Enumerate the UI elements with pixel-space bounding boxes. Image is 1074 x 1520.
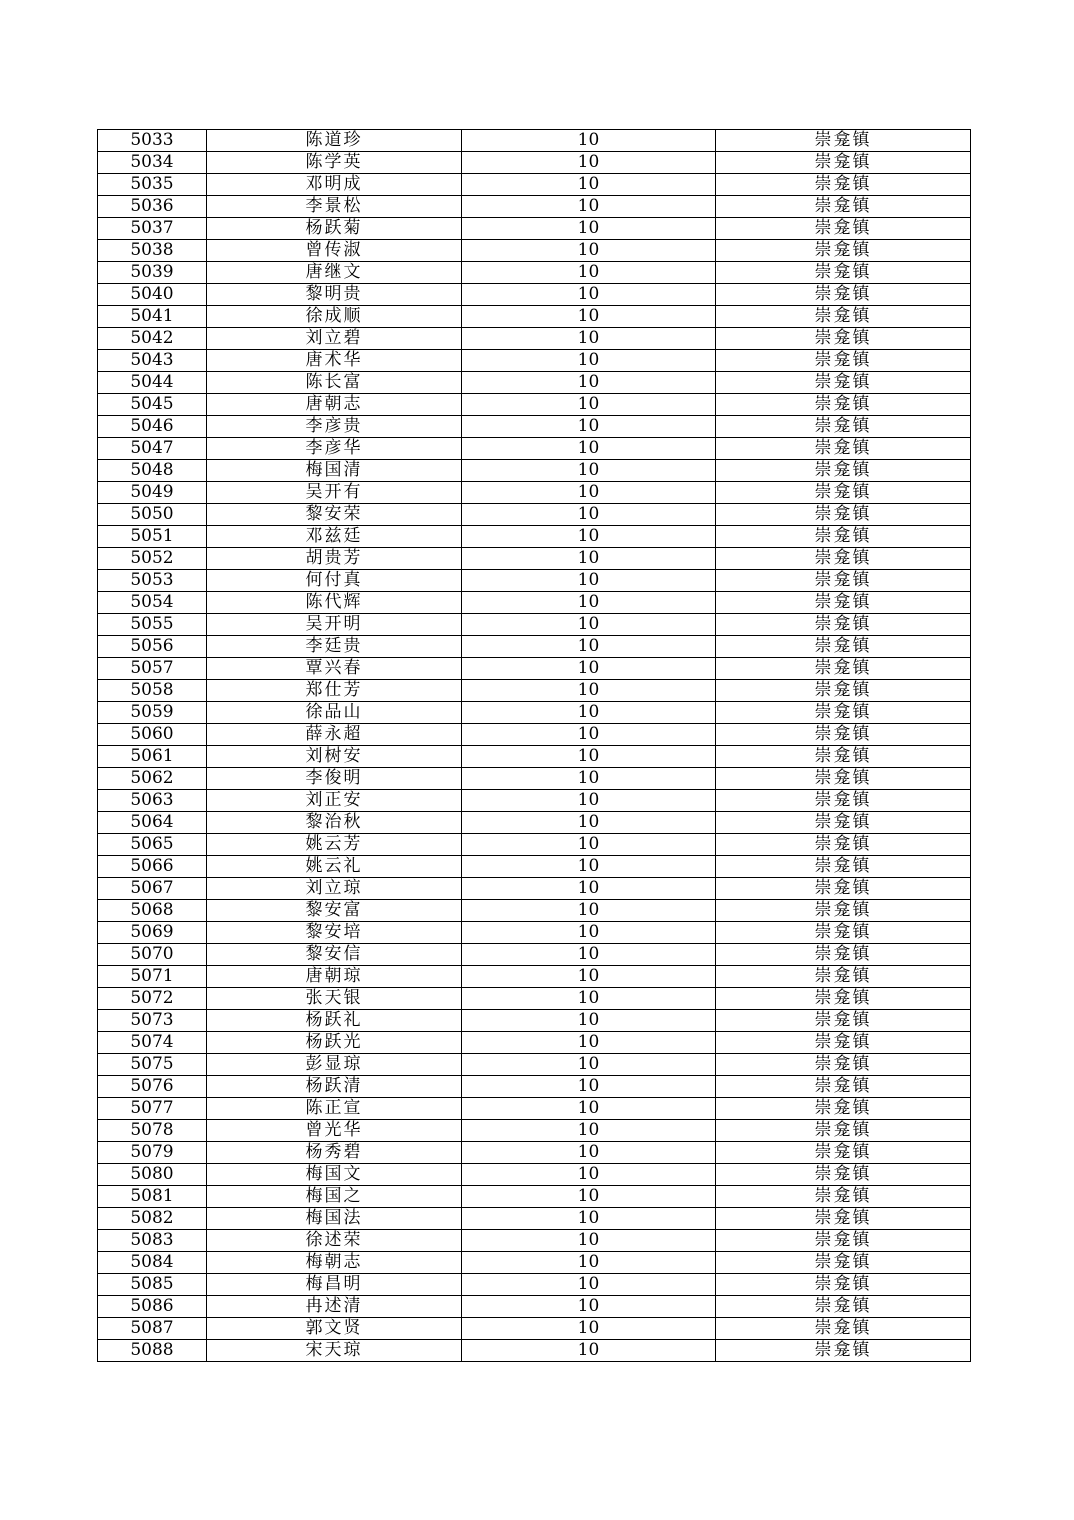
name-cell: 刘立琼 — [207, 878, 462, 900]
row-number-cell: 5076 — [98, 1076, 207, 1098]
amount-cell: 10 — [462, 1142, 716, 1164]
row-number-cell: 5086 — [98, 1296, 207, 1318]
name-cell: 李景松 — [207, 196, 462, 218]
name-cell: 姚云芳 — [207, 834, 462, 856]
town-cell: 崇龛镇 — [716, 944, 971, 966]
amount-cell: 10 — [462, 570, 716, 592]
row-number-cell: 5067 — [98, 878, 207, 900]
name-cell: 杨秀碧 — [207, 1142, 462, 1164]
row-number-cell: 5068 — [98, 900, 207, 922]
table-row — [98, 130, 971, 152]
amount-cell: 10 — [462, 856, 716, 878]
row-number-cell: 5055 — [98, 614, 207, 636]
amount-cell: 10 — [462, 284, 716, 306]
name-cell: 唐朝志 — [207, 394, 462, 416]
name-cell: 冉述清 — [207, 1296, 462, 1318]
amount-cell: 10 — [462, 1252, 716, 1274]
amount-cell: 10 — [462, 988, 716, 1010]
amount-cell: 10 — [462, 1032, 716, 1054]
amount-cell: 10 — [462, 218, 716, 240]
row-number-cell: 5042 — [98, 328, 207, 350]
row-number-cell: 5074 — [98, 1032, 207, 1054]
row-number-cell: 5084 — [98, 1252, 207, 1274]
name-cell: 杨跃光 — [207, 1032, 462, 1054]
town-cell: 崇龛镇 — [716, 284, 971, 306]
table-row — [98, 504, 971, 526]
table-row — [98, 1142, 971, 1164]
town-cell: 崇龛镇 — [716, 482, 971, 504]
table-row — [98, 174, 971, 196]
row-number-cell: 5078 — [98, 1120, 207, 1142]
row-number-cell: 5063 — [98, 790, 207, 812]
table-row — [98, 702, 971, 724]
town-cell: 崇龛镇 — [716, 834, 971, 856]
town-cell: 崇龛镇 — [716, 592, 971, 614]
town-cell: 崇龛镇 — [716, 812, 971, 834]
amount-cell: 10 — [462, 416, 716, 438]
amount-cell: 10 — [462, 482, 716, 504]
table-row — [98, 1186, 971, 1208]
name-cell: 郑仕芳 — [207, 680, 462, 702]
table-row — [98, 680, 971, 702]
name-cell: 唐术华 — [207, 350, 462, 372]
town-cell: 崇龛镇 — [716, 1076, 971, 1098]
row-number-cell: 5061 — [98, 746, 207, 768]
town-cell: 崇龛镇 — [716, 900, 971, 922]
town-cell: 崇龛镇 — [716, 504, 971, 526]
amount-cell: 10 — [462, 548, 716, 570]
name-cell: 陈长富 — [207, 372, 462, 394]
name-cell: 陈学英 — [207, 152, 462, 174]
amount-cell: 10 — [462, 328, 716, 350]
row-number-cell: 5060 — [98, 724, 207, 746]
row-number-cell: 5051 — [98, 526, 207, 548]
row-number-cell: 5050 — [98, 504, 207, 526]
row-number-cell: 5046 — [98, 416, 207, 438]
amount-cell: 10 — [462, 878, 716, 900]
row-number-cell: 5058 — [98, 680, 207, 702]
amount-cell: 10 — [462, 262, 716, 284]
table-row — [98, 1098, 971, 1120]
town-cell: 崇龛镇 — [716, 328, 971, 350]
table-row — [98, 658, 971, 680]
row-number-cell: 5069 — [98, 922, 207, 944]
name-cell: 李廷贵 — [207, 636, 462, 658]
name-cell: 黎安信 — [207, 944, 462, 966]
town-cell: 崇龛镇 — [716, 1098, 971, 1120]
name-cell: 梅昌明 — [207, 1274, 462, 1296]
row-number-cell: 5087 — [98, 1318, 207, 1340]
row-number-cell: 5059 — [98, 702, 207, 724]
town-cell: 崇龛镇 — [716, 570, 971, 592]
town-cell: 崇龛镇 — [716, 1054, 971, 1076]
town-cell: 崇龛镇 — [716, 856, 971, 878]
name-cell: 杨跃菊 — [207, 218, 462, 240]
town-cell: 崇龛镇 — [716, 658, 971, 680]
table-row — [98, 1010, 971, 1032]
table-row — [98, 922, 971, 944]
town-cell: 崇龛镇 — [716, 636, 971, 658]
town-cell: 崇龛镇 — [716, 350, 971, 372]
town-cell: 崇龛镇 — [716, 394, 971, 416]
amount-cell: 10 — [462, 944, 716, 966]
name-cell: 胡贵芳 — [207, 548, 462, 570]
name-cell: 邓明成 — [207, 174, 462, 196]
town-cell: 崇龛镇 — [716, 438, 971, 460]
town-cell: 崇龛镇 — [716, 1274, 971, 1296]
town-cell: 崇龛镇 — [716, 306, 971, 328]
amount-cell: 10 — [462, 1098, 716, 1120]
row-number-cell: 5040 — [98, 284, 207, 306]
row-number-cell: 5043 — [98, 350, 207, 372]
table-row — [98, 768, 971, 790]
amount-cell: 10 — [462, 240, 716, 262]
amount-cell: 10 — [462, 504, 716, 526]
town-cell: 崇龛镇 — [716, 702, 971, 724]
town-cell: 崇龛镇 — [716, 922, 971, 944]
row-number-cell: 5079 — [98, 1142, 207, 1164]
name-cell: 刘树安 — [207, 746, 462, 768]
amount-cell: 10 — [462, 1208, 716, 1230]
name-cell: 梅国清 — [207, 460, 462, 482]
town-cell: 崇龛镇 — [716, 746, 971, 768]
name-cell: 郭文贤 — [207, 1318, 462, 1340]
name-cell: 梅国文 — [207, 1164, 462, 1186]
amount-cell: 10 — [462, 1274, 716, 1296]
name-cell: 陈正宣 — [207, 1098, 462, 1120]
row-number-cell: 5039 — [98, 262, 207, 284]
town-cell: 崇龛镇 — [716, 1186, 971, 1208]
amount-cell: 10 — [462, 1076, 716, 1098]
amount-cell: 10 — [462, 768, 716, 790]
table-row — [98, 900, 971, 922]
table-row — [98, 746, 971, 768]
amount-cell: 10 — [462, 636, 716, 658]
amount-cell: 10 — [462, 350, 716, 372]
name-cell: 覃兴春 — [207, 658, 462, 680]
name-cell: 何付真 — [207, 570, 462, 592]
table-row — [98, 526, 971, 548]
table-row — [98, 460, 971, 482]
town-cell: 崇龛镇 — [716, 174, 971, 196]
row-number-cell: 5070 — [98, 944, 207, 966]
name-cell: 陈代辉 — [207, 592, 462, 614]
name-cell: 宋天琼 — [207, 1340, 462, 1362]
row-number-cell: 5041 — [98, 306, 207, 328]
table-row — [98, 570, 971, 592]
town-cell: 崇龛镇 — [716, 1208, 971, 1230]
amount-cell: 10 — [462, 614, 716, 636]
name-cell: 梅国之 — [207, 1186, 462, 1208]
town-cell: 崇龛镇 — [716, 1142, 971, 1164]
table-row — [98, 988, 971, 1010]
name-cell: 唐继文 — [207, 262, 462, 284]
name-cell: 曾传淑 — [207, 240, 462, 262]
amount-cell: 10 — [462, 438, 716, 460]
town-cell: 崇龛镇 — [716, 1252, 971, 1274]
amount-cell: 10 — [462, 1318, 716, 1340]
name-cell: 黎安富 — [207, 900, 462, 922]
table-row — [98, 1296, 971, 1318]
town-cell: 崇龛镇 — [716, 1296, 971, 1318]
table-row — [98, 372, 971, 394]
row-number-cell: 5073 — [98, 1010, 207, 1032]
town-cell: 崇龛镇 — [716, 1120, 971, 1142]
table-row — [98, 394, 971, 416]
amount-cell: 10 — [462, 900, 716, 922]
row-number-cell: 5066 — [98, 856, 207, 878]
town-cell: 崇龛镇 — [716, 548, 971, 570]
row-number-cell: 5035 — [98, 174, 207, 196]
data-table — [97, 129, 971, 1362]
row-number-cell: 5075 — [98, 1054, 207, 1076]
amount-cell: 10 — [462, 1054, 716, 1076]
table-row — [98, 1208, 971, 1230]
row-number-cell: 5062 — [98, 768, 207, 790]
table-row — [98, 328, 971, 350]
table-row — [98, 438, 971, 460]
amount-cell: 10 — [462, 306, 716, 328]
name-cell: 黎明贵 — [207, 284, 462, 306]
town-cell: 崇龛镇 — [716, 1340, 971, 1362]
table-row — [98, 306, 971, 328]
amount-cell: 10 — [462, 702, 716, 724]
table-row — [98, 878, 971, 900]
table-row — [98, 548, 971, 570]
amount-cell: 10 — [462, 922, 716, 944]
table-row — [98, 416, 971, 438]
amount-cell: 10 — [462, 460, 716, 482]
table-row — [98, 284, 971, 306]
town-cell: 崇龛镇 — [716, 526, 971, 548]
town-cell: 崇龛镇 — [716, 790, 971, 812]
table-row — [98, 1274, 971, 1296]
row-number-cell: 5064 — [98, 812, 207, 834]
name-cell: 梅国法 — [207, 1208, 462, 1230]
amount-cell: 10 — [462, 724, 716, 746]
amount-cell: 10 — [462, 372, 716, 394]
amount-cell: 10 — [462, 592, 716, 614]
name-cell: 薛永超 — [207, 724, 462, 746]
town-cell: 崇龛镇 — [716, 1164, 971, 1186]
amount-cell: 10 — [462, 130, 716, 152]
name-cell: 彭显琼 — [207, 1054, 462, 1076]
amount-cell: 10 — [462, 790, 716, 812]
row-number-cell: 5072 — [98, 988, 207, 1010]
town-cell: 崇龛镇 — [716, 966, 971, 988]
name-cell: 邓兹廷 — [207, 526, 462, 548]
table-row — [98, 1318, 971, 1340]
table-row — [98, 1164, 971, 1186]
row-number-cell: 5047 — [98, 438, 207, 460]
table-row — [98, 812, 971, 834]
table-row — [98, 482, 971, 504]
table-row — [98, 856, 971, 878]
table-row — [98, 790, 971, 812]
name-cell: 李俊明 — [207, 768, 462, 790]
table-row — [98, 1230, 971, 1252]
table-row — [98, 944, 971, 966]
table-row — [98, 1340, 971, 1362]
table-row — [98, 1120, 971, 1142]
row-number-cell: 5054 — [98, 592, 207, 614]
table-row — [98, 592, 971, 614]
town-cell: 崇龛镇 — [716, 240, 971, 262]
amount-cell: 10 — [462, 1296, 716, 1318]
town-cell: 崇龛镇 — [716, 416, 971, 438]
row-number-cell: 5065 — [98, 834, 207, 856]
amount-cell: 10 — [462, 746, 716, 768]
table-row — [98, 240, 971, 262]
table-row — [98, 350, 971, 372]
amount-cell: 10 — [462, 1120, 716, 1142]
town-cell: 崇龛镇 — [716, 768, 971, 790]
amount-cell: 10 — [462, 1164, 716, 1186]
row-number-cell: 5057 — [98, 658, 207, 680]
name-cell: 唐朝琼 — [207, 966, 462, 988]
town-cell: 崇龛镇 — [716, 878, 971, 900]
row-number-cell: 5044 — [98, 372, 207, 394]
name-cell: 李彦华 — [207, 438, 462, 460]
amount-cell: 10 — [462, 394, 716, 416]
name-cell: 陈道珍 — [207, 130, 462, 152]
table-row — [98, 1252, 971, 1274]
row-number-cell: 5056 — [98, 636, 207, 658]
town-cell: 崇龛镇 — [716, 1010, 971, 1032]
town-cell: 崇龛镇 — [716, 152, 971, 174]
name-cell: 刘立碧 — [207, 328, 462, 350]
row-number-cell: 5083 — [98, 1230, 207, 1252]
table-row — [98, 1054, 971, 1076]
table-row — [98, 1032, 971, 1054]
name-cell: 李彦贵 — [207, 416, 462, 438]
row-number-cell: 5036 — [98, 196, 207, 218]
town-cell: 崇龛镇 — [716, 372, 971, 394]
name-cell: 徐品山 — [207, 702, 462, 724]
table-row — [98, 966, 971, 988]
name-cell: 杨跃礼 — [207, 1010, 462, 1032]
row-number-cell: 5053 — [98, 570, 207, 592]
town-cell: 崇龛镇 — [716, 1318, 971, 1340]
table-row — [98, 614, 971, 636]
row-number-cell: 5082 — [98, 1208, 207, 1230]
table-row — [98, 152, 971, 174]
amount-cell: 10 — [462, 526, 716, 548]
name-cell: 徐述荣 — [207, 1230, 462, 1252]
amount-cell: 10 — [462, 152, 716, 174]
amount-cell: 10 — [462, 1186, 716, 1208]
row-number-cell: 5088 — [98, 1340, 207, 1362]
name-cell: 徐成顺 — [207, 306, 462, 328]
town-cell: 崇龛镇 — [716, 988, 971, 1010]
amount-cell: 10 — [462, 196, 716, 218]
name-cell: 吴开明 — [207, 614, 462, 636]
row-number-cell: 5048 — [98, 460, 207, 482]
amount-cell: 10 — [462, 174, 716, 196]
row-number-cell: 5045 — [98, 394, 207, 416]
name-cell: 刘正安 — [207, 790, 462, 812]
amount-cell: 10 — [462, 1340, 716, 1362]
town-cell: 崇龛镇 — [716, 130, 971, 152]
row-number-cell: 5037 — [98, 218, 207, 240]
town-cell: 崇龛镇 — [716, 218, 971, 240]
name-cell: 杨跃清 — [207, 1076, 462, 1098]
amount-cell: 10 — [462, 966, 716, 988]
name-cell: 黎安荣 — [207, 504, 462, 526]
table-row — [98, 1076, 971, 1098]
table-row — [98, 196, 971, 218]
town-cell: 崇龛镇 — [716, 614, 971, 636]
row-number-cell: 5038 — [98, 240, 207, 262]
name-cell: 吴开有 — [207, 482, 462, 504]
name-cell: 姚云礼 — [207, 856, 462, 878]
row-number-cell: 5034 — [98, 152, 207, 174]
name-cell: 曾光华 — [207, 1120, 462, 1142]
town-cell: 崇龛镇 — [716, 460, 971, 482]
name-cell: 梅朝志 — [207, 1252, 462, 1274]
row-number-cell: 5052 — [98, 548, 207, 570]
row-number-cell: 5081 — [98, 1186, 207, 1208]
row-number-cell: 5077 — [98, 1098, 207, 1120]
table-row — [98, 724, 971, 746]
row-number-cell: 5049 — [98, 482, 207, 504]
name-cell: 黎治秋 — [207, 812, 462, 834]
town-cell: 崇龛镇 — [716, 724, 971, 746]
town-cell: 崇龛镇 — [716, 1032, 971, 1054]
amount-cell: 10 — [462, 812, 716, 834]
table-row — [98, 636, 971, 658]
table-row — [98, 218, 971, 240]
amount-cell: 10 — [462, 658, 716, 680]
row-number-cell: 5071 — [98, 966, 207, 988]
amount-cell: 10 — [462, 680, 716, 702]
name-cell: 张天银 — [207, 988, 462, 1010]
town-cell: 崇龛镇 — [716, 680, 971, 702]
row-number-cell: 5033 — [98, 130, 207, 152]
town-cell: 崇龛镇 — [716, 1230, 971, 1252]
table-row — [98, 262, 971, 284]
amount-cell: 10 — [462, 1230, 716, 1252]
row-number-cell: 5085 — [98, 1274, 207, 1296]
table-body — [98, 130, 971, 1362]
amount-cell: 10 — [462, 834, 716, 856]
row-number-cell: 5080 — [98, 1164, 207, 1186]
town-cell: 崇龛镇 — [716, 196, 971, 218]
name-cell: 黎安培 — [207, 922, 462, 944]
amount-cell: 10 — [462, 1010, 716, 1032]
table-row — [98, 834, 971, 856]
town-cell: 崇龛镇 — [716, 262, 971, 284]
